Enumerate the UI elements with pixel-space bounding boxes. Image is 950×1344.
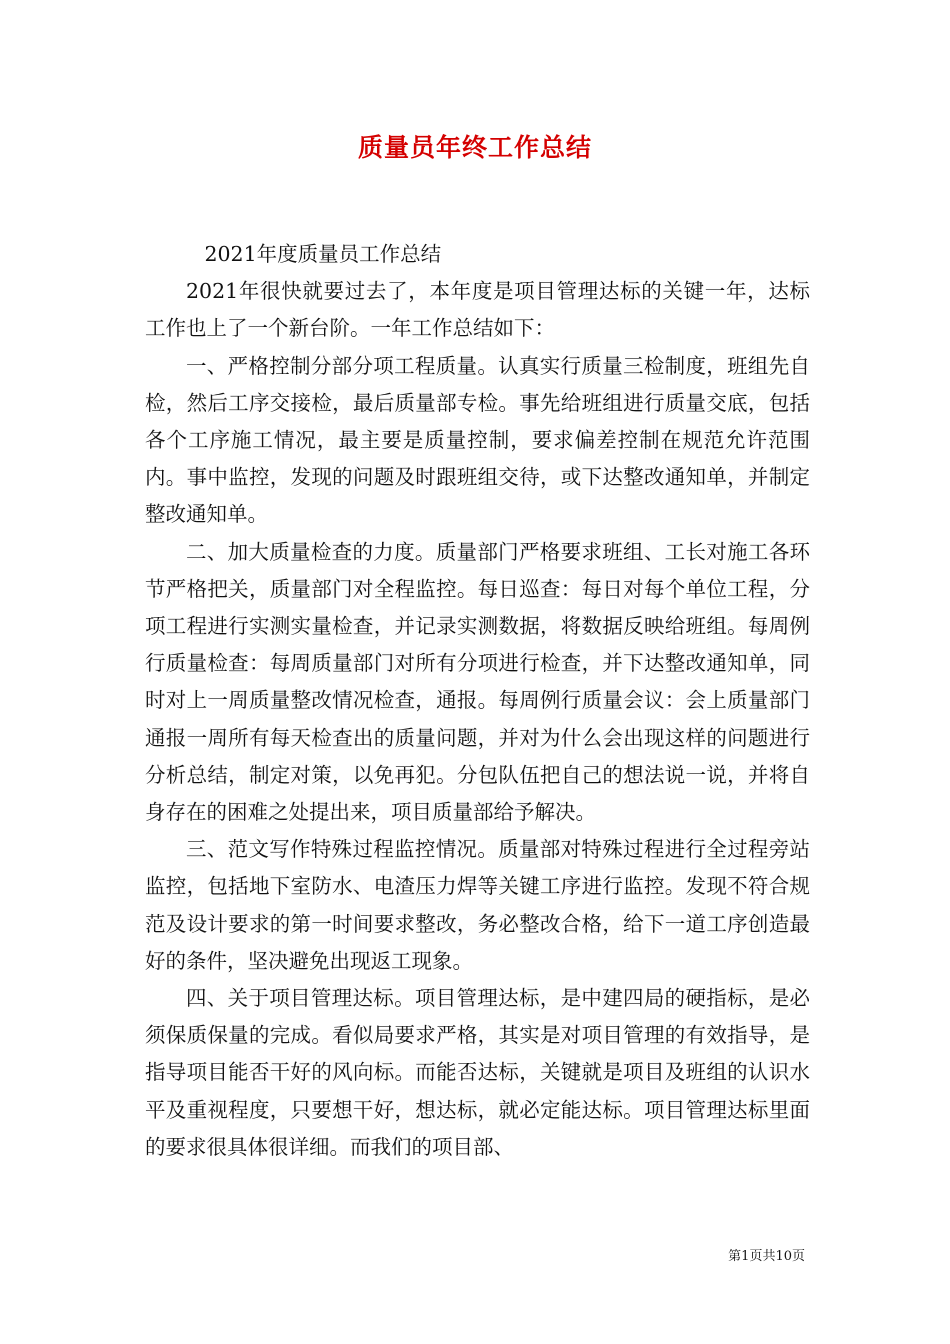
document-body — [145, 236, 810, 1166]
page-number: 第1页共10页 — [728, 1249, 805, 1264]
paragraph-section-4: 四、关于项目管理达标。项目管理达标，是中建四局的硬指标，是必须保质保量的完成。看似局要求严格，其实是对项目管理的有效指导，是指导项目能否干好的风向标。而能否达标，关键就是项目及班组的认识水平及重视程度，只要想干好，想达标，就必定能达标。项目管理达标里面的要求很具体很详细。而我们的项目部、 — [145, 986, 810, 1159]
paragraph-section-3: 三、范文写作特殊过程监控情况。质量部对特殊过程进行全过程旁站监控，包括地下室防水、电渣压力焊等关键工序进行监控。发现不符合规范及设计要求的第一时间要求整改，务必整改合格，给下一道工序创造最好的条件，坚决避免出现返工现象。 — [145, 837, 810, 973]
paragraph-intro: 2021年很快就要过去了，本年度是项目管理达标的关键一年，达标工作也上了一个新台阶。一年工作总结如下： — [145, 279, 810, 341]
document-title: 质量员年终工作总结 — [357, 133, 592, 162]
paragraph-section-2: 二、加大质量检查的力度。质量部门严格要求班组、工长对施工各环节严格把关，质量部门对全程监控。每日巡查：每日对每个单位工程，分项工程进行实测实量检查，并记录实测数据，将数据反映给班组。每周例行质量检查：每周质量部门对所有分项进行检查，并下达整改通知单，同时对上一周质量整改情况检查，通报。每周例行质量会议：会上质量部门通报一周所有每天检查出的质量问题，并对为什么会出现这样的问题进行分析总结，制定对策，以免再犯。分包队伍把自己的想法说一说，并将自身存在的困难之处提出来，项目质量部给予解决。 — [145, 539, 810, 825]
document-subtitle: 2021年度质量员工作总结 — [204, 242, 442, 266]
paragraph-section-1: 一、严格控制分部分项工程质量。认真实行质量三检制度，班组先自检，然后工序交接检，最后质量部专检。事先给班组进行质量交底，包括各个工序施工情况，最主要是质量控制，要求偏差控制在规范允许范围内。事中监控，发现的问题及时跟班组交待，或下达整改通知单，并制定整改通知单。 — [145, 353, 810, 527]
